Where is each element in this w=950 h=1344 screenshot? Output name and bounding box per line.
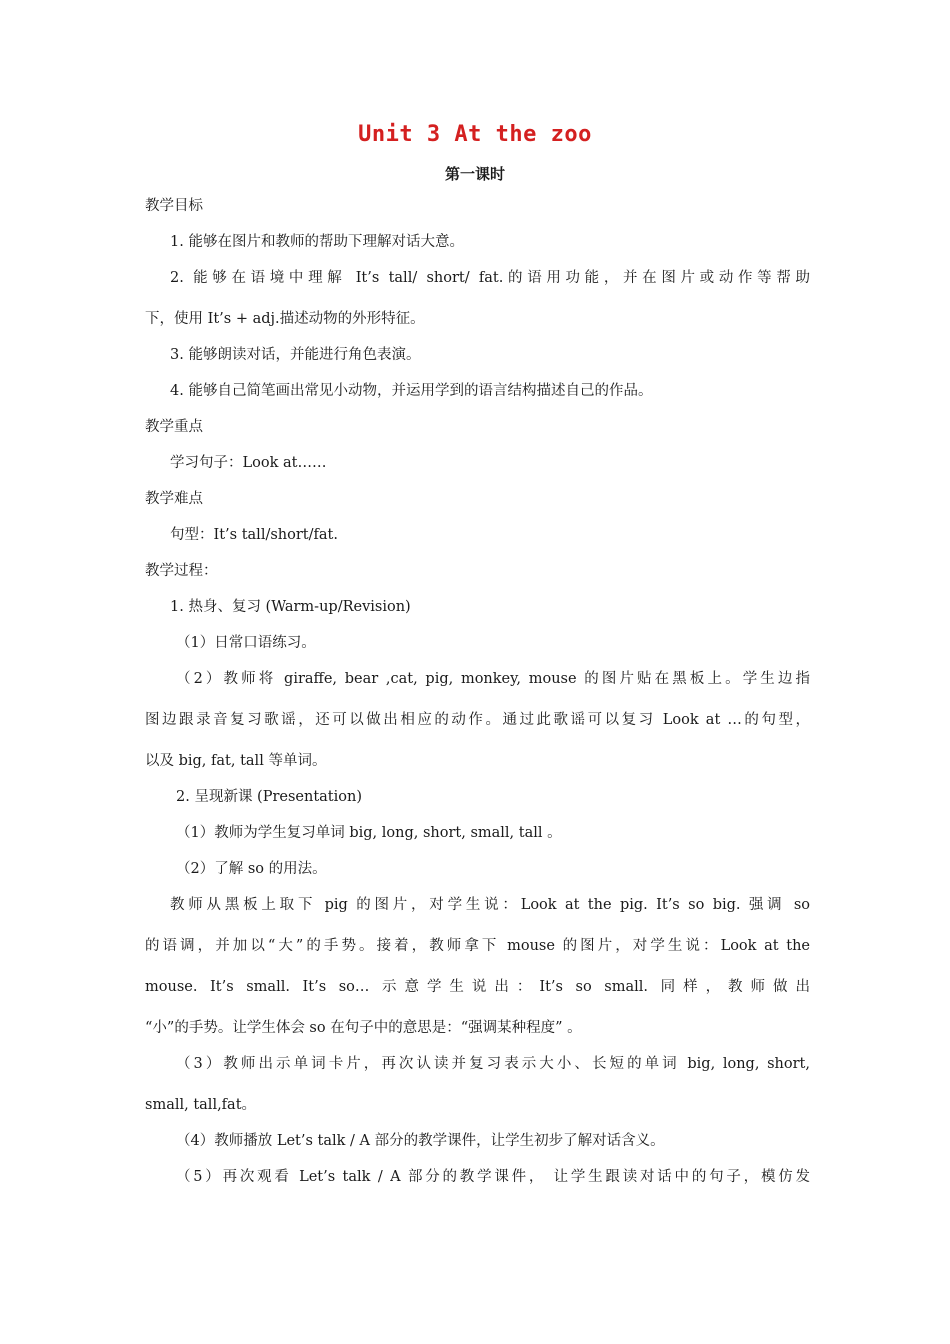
document-title: Unit 3 At the zoo	[358, 122, 592, 147]
process-step-1-item-2-cont-2: 以及 big, fat, tall 等单词。	[145, 753, 327, 769]
process-step-1: 1. 热身、复习 (Warm-up/Revision)	[170, 599, 411, 615]
process-step-1-item-1: （1）日常口语练习。	[176, 635, 316, 651]
goal-item-2: 2. 能够在语境中理解 It’s tall/ short/ fat.的语用功能，并在图片或动作等帮助	[170, 270, 810, 286]
process-step-2-item-3-cont: small, tall,fat。	[145, 1097, 257, 1113]
process-step-2-item-2: （2）了解 so 的用法。	[176, 861, 327, 877]
section-heading-key-points: 教学重点	[145, 419, 203, 435]
paragraph-so-usage-3: mouse. It’s small. It’s so… 示意学生说出：It’s so small. 同样，教师做出	[145, 979, 810, 995]
process-step-2-item-4: （4）教师播放 Let’s talk / A 部分的教学课件，让学生初步了解对话含义。	[176, 1133, 665, 1149]
section-heading-difficulties: 教学难点	[145, 491, 203, 507]
goal-item-3: 3. 能够朗读对话，并能进行角色表演。	[170, 347, 421, 363]
process-step-1-item-2-cont-1: 图边跟录音复习歌谣，还可以做出相应的动作。通过此歌谣可以复习 Look at …的句型，	[145, 712, 810, 728]
difficulty-text: 句型：It’s tall/short/fat.	[170, 527, 338, 543]
process-step-2-item-3: （3）教师出示单词卡片，再次认读并复习表示大小、长短的单词 big, long, short,	[176, 1056, 810, 1072]
paragraph-so-usage-4: “小”的手势。让学生体会 so 在句子中的意思是：“强调某种程度” 。	[145, 1020, 582, 1036]
process-step-2-item-1: （1）教师为学生复习单词 big, long, short, small, tall 。	[176, 825, 562, 841]
paragraph-so-usage-2: 的语调，并加以“大”的手势。接着，教师拿下 mouse 的图片，对学生说：Look at the	[145, 938, 810, 954]
goal-item-2-cont: 下，使用 It’s + adj.描述动物的外形特征。	[145, 311, 425, 327]
section-heading-process: 教学过程：	[145, 563, 218, 579]
process-step-2-item-5: （5）再次观看 Let’s talk / A 部分的教学课件， 让学生跟读对话中的句子，模仿发	[176, 1169, 810, 1185]
goal-item-1: 1. 能够在图片和教师的帮助下理解对话大意。	[170, 234, 464, 250]
paragraph-so-usage-1: 教师从黑板上取下 pig 的图片，对学生说：Look at the pig. It’s so big. 强调 so	[170, 897, 810, 913]
document-subtitle: 第一课时	[444, 165, 505, 183]
section-heading-goals: 教学目标	[145, 198, 203, 214]
process-step-2: 2. 呈现新课 (Presentation)	[176, 789, 363, 805]
goal-item-4: 4. 能够自己简笔画出常见小动物，并运用学到的语言结构描述自己的作品。	[170, 383, 653, 399]
key-point-text: 学习句子：Look at……	[170, 455, 327, 471]
process-step-1-item-2: （2）教师将 giraffe, bear ,cat, pig, monkey, mouse 的图片贴在黑板上。学生边指	[176, 671, 810, 687]
